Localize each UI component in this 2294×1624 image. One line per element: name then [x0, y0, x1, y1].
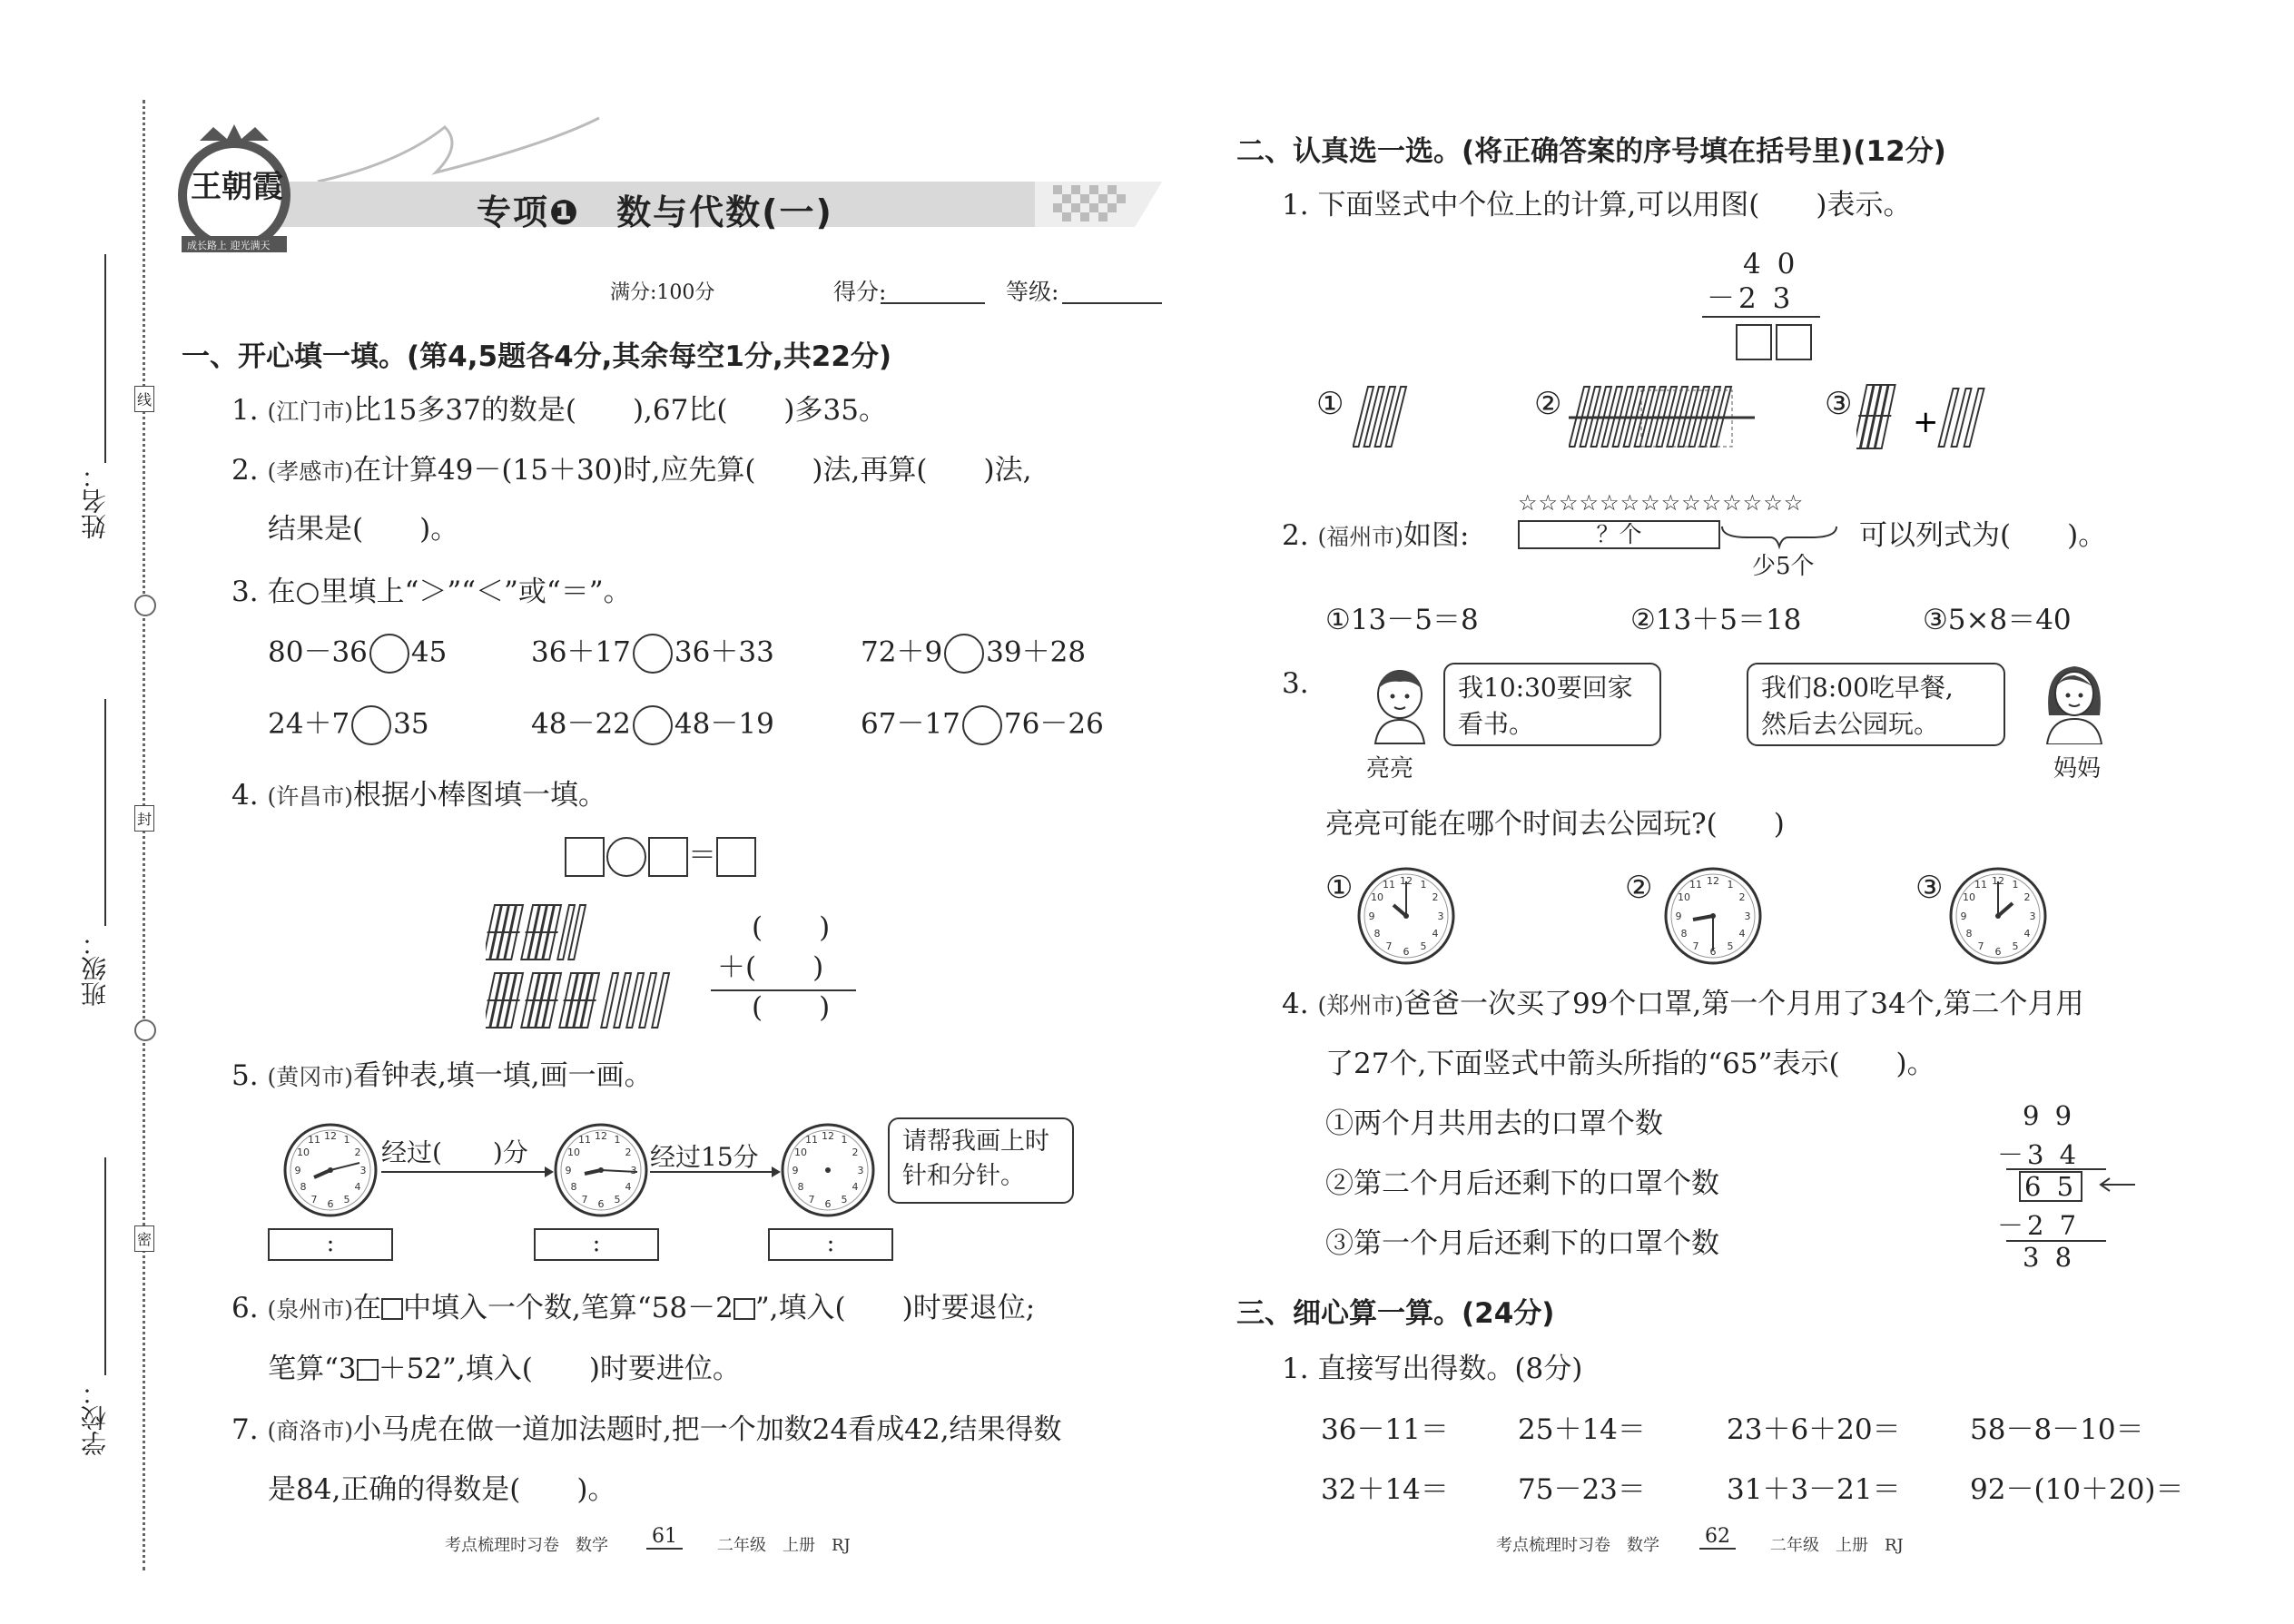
clock-option-2-icon — [1666, 869, 1760, 963]
clock-option-1-icon — [1359, 869, 1453, 963]
calc-rule-1 — [2006, 1168, 2106, 1170]
compare-item: 36＋17 36＋33 — [531, 634, 774, 674]
cut-line — [143, 100, 145, 1570]
full-score: 满分:100分 — [610, 281, 715, 304]
section-1-heading: 一、开心填一填。(第4,5题各4分,其余每空1分,共22分) — [182, 340, 892, 373]
boy-icon — [1366, 667, 1434, 744]
question-2-2: 2. (福州市)如图: — [1282, 519, 1470, 552]
section-3-heading: 三、细心算一算。(24分) — [1236, 1297, 1555, 1330]
vertical-addend-1[interactable]: ( ) — [752, 911, 831, 944]
calc-item[interactable]: 58－8－10＝ — [1970, 1413, 2144, 1446]
boy-name: 亮亮 — [1366, 755, 1414, 782]
calc-item[interactable]: 25＋14＝ — [1518, 1413, 1646, 1446]
cut-mark-xian: 线 — [134, 386, 154, 412]
loose-sticks-icon — [1353, 383, 1425, 456]
svg-text:+: + — [1913, 404, 1939, 440]
compare-item: 24＋7 35 — [268, 705, 429, 745]
score-label: 得分: — [833, 279, 887, 305]
question-2-4: 4. (郑州市)爸爸一次买了99个口罩,第一个月用了34个,第二个月用 — [1282, 988, 2084, 1020]
school-label: 学校： — [80, 1380, 110, 1456]
option-1[interactable]: ①两个月共用去的口罩个数 — [1325, 1107, 1663, 1140]
arrow-left-icon — [2097, 1176, 2137, 1194]
brace-icon — [1720, 523, 1838, 550]
digit-box[interactable] — [733, 1298, 755, 1320]
city-tag: (孝感市) — [267, 458, 353, 485]
star-row: ☆☆☆☆☆☆☆☆☆☆☆☆☆☆ — [1518, 490, 1805, 516]
vertical-line — [1702, 316, 1820, 318]
answer-box[interactable] — [565, 837, 605, 877]
question-1-7: 7. (商洛市)小马虎在做一道加法题时,把一个加数24看成42,结果得数 — [231, 1413, 1062, 1446]
clock-3-icon — [783, 1125, 873, 1216]
binding-hole — [134, 1019, 156, 1041]
class-label: 班级： — [80, 930, 110, 1007]
logo-motto: 成长路上 迎光满天 — [187, 240, 271, 251]
compare-circle[interactable] — [633, 634, 673, 674]
vertical-bottom: －2 3 — [1707, 282, 1795, 315]
question-1-5: 5. (黄冈市)看钟表,填一填,画一画。 — [231, 1059, 653, 1092]
option-3[interactable]: ③5×8＝40 — [1923, 604, 2072, 636]
calc-line-1: 9 9 — [2023, 1100, 2076, 1131]
time-box-3[interactable]: : — [768, 1228, 893, 1261]
question-2-3: 亮亮可能在哪个时间去公园玩?( ) — [1325, 808, 1785, 841]
question-1-6: 6. (泉州市)在 中填入一个数,笔算“58－2 ”,填入( )时要退位; — [231, 1292, 1036, 1324]
option-1-label[interactable]: ① — [1316, 386, 1344, 422]
mom-icon — [2038, 661, 2111, 744]
score-field[interactable] — [881, 302, 985, 304]
option-3-label[interactable]: ③ — [1915, 870, 1944, 906]
grade-label: 等级: — [1006, 279, 1059, 305]
answer-box[interactable] — [1776, 324, 1812, 360]
mom-speech-bubble: 我们8:00吃早餐, 然后去公园玩。 — [1747, 663, 2005, 746]
calc-line-4: －2 7 — [1997, 1210, 2081, 1241]
option-3[interactable]: ③第一个月后还剩下的口罩个数 — [1325, 1227, 1719, 1260]
page-number: 62 — [1699, 1525, 1736, 1550]
clock-option-3-icon — [1951, 869, 2045, 963]
calc-item[interactable]: 75－23＝ — [1518, 1473, 1646, 1506]
compare-item: 48－22 48－19 — [531, 705, 774, 745]
option-2-label[interactable]: ② — [1625, 870, 1653, 906]
answer-box[interactable] — [648, 837, 688, 877]
question-2-4-line2: 了27个,下面竖式中箭头所指的“65”表示( )。 — [1325, 1048, 1935, 1080]
question-1-2: 2. (孝感市)在计算49－(15＋30)时,应先算( )法,再算( )法, — [231, 454, 1032, 487]
answer-box[interactable] — [716, 837, 756, 877]
count-box: ？个 — [1518, 520, 1720, 549]
question-2-1: 1. 下面竖式中个位上的计算,可以用图( )表示。 — [1282, 189, 1912, 221]
school-underline — [104, 1157, 106, 1375]
answer-box[interactable] — [1736, 324, 1772, 360]
option-2[interactable]: ②第二个月后还剩下的口罩个数 — [1325, 1167, 1719, 1200]
city-tag: (泉州市) — [267, 1296, 353, 1323]
mom-name: 妈妈 — [2053, 755, 2102, 782]
option-2[interactable]: ②13＋5＝18 — [1630, 604, 1802, 636]
clock-2-icon — [556, 1125, 646, 1216]
answer-boxes — [1736, 324, 1812, 360]
calc-item[interactable]: 36－11＝ — [1321, 1413, 1449, 1446]
compare-circle[interactable] — [944, 634, 984, 674]
name-underline — [104, 254, 106, 463]
bundle-plus-sticks-icon — [1856, 383, 2011, 456]
vertical-sum[interactable]: ( ) — [752, 991, 831, 1024]
calc-item[interactable]: 92－(10＋20)＝ — [1970, 1473, 2184, 1506]
footer-grade: 二年级 上册 RJ — [1770, 1536, 1904, 1555]
question-1-7-line2: 是84,正确的得数是( )。 — [268, 1473, 616, 1506]
operator-circle[interactable] — [606, 837, 646, 877]
question-2-3-num: 3. — [1282, 667, 1309, 700]
question-1-4: 4. (许昌市)根据小棒图填一填。 — [231, 779, 606, 812]
question-2-2-tail: 可以列式为( )。 — [1859, 519, 2107, 552]
city-tag: (福州市) — [1317, 524, 1403, 550]
calc-line-5: 3 8 — [2023, 1242, 2076, 1273]
clock-options — [1357, 865, 2120, 967]
compare-item: 80－36 45 — [268, 634, 447, 674]
logo-text: 王朝霞 — [191, 169, 283, 205]
question-1-2-line2: 结果是( )。 — [268, 513, 459, 546]
option-3-label[interactable]: ③ — [1825, 386, 1853, 422]
compare-circle[interactable] — [962, 705, 1002, 745]
option-1-label[interactable]: ① — [1325, 870, 1354, 906]
question-3-1: 1. 直接写出得数。(8分) — [1282, 1353, 1583, 1385]
cut-mark-feng: 封 — [134, 805, 154, 832]
less-label: 少5个 — [1752, 553, 1815, 580]
city-tag: (商洛市) — [267, 1418, 353, 1444]
city-tag: (黄冈市) — [267, 1064, 353, 1090]
class-underline — [104, 699, 106, 926]
clock-1-icon — [285, 1125, 376, 1216]
digit-box — [381, 1298, 403, 1320]
page-number: 61 — [646, 1525, 683, 1550]
option-2-label[interactable]: ② — [1534, 386, 1562, 422]
calc-item[interactable]: 32＋14＝ — [1321, 1473, 1449, 1506]
calc-item[interactable]: 23＋6＋20＝ — [1727, 1413, 1901, 1446]
time-box-2[interactable]: : — [534, 1228, 659, 1261]
name-label: 姓名： — [80, 463, 110, 539]
crossed-sticks-icon — [1569, 383, 1759, 456]
option-1[interactable]: ①13－5＝8 — [1325, 604, 1479, 636]
boy-speech-bubble: 我10:30要回家 看书。 — [1443, 663, 1661, 746]
pass-label-1: 经过( )分 — [381, 1137, 528, 1167]
footer-grade: 二年级 上册 RJ — [717, 1536, 851, 1555]
digit-box[interactable] — [357, 1359, 379, 1381]
vertical-addend-2: ＋( ) — [717, 951, 824, 984]
question-1-1: 1. (江门市)比15多37的数是( ),67比( )多35。 — [231, 394, 887, 427]
equation-boxes: ＝ — [565, 837, 756, 877]
vertical-top: 4 0 — [1743, 248, 1799, 281]
compare-circle[interactable] — [369, 634, 409, 674]
calc-line-3: 6 5 — [2019, 1171, 2082, 1202]
cut-mark-mi: 密 — [134, 1225, 154, 1252]
grade-field[interactable] — [1062, 302, 1162, 304]
compare-circle[interactable] — [633, 705, 673, 745]
question-1-3: 3. 在○里填上“＞”“＜”或“＝”。 — [231, 576, 632, 608]
city-tag: (郑州市) — [1317, 992, 1403, 1019]
question-1-6-line2: 笔算“3 ＋52”,填入( )时要进位。 — [268, 1353, 741, 1385]
footer-series: 考点梳理时习卷 数学 — [1496, 1536, 1659, 1555]
compare-item: 67－17 76－26 — [861, 705, 1104, 745]
city-tag: (江门市) — [267, 399, 353, 425]
section-2-heading: 二、认真选一选。(将正确答案的序号填在括号里)(12分) — [1236, 135, 1946, 168]
pass-label-2: 经过15分 — [650, 1142, 759, 1172]
footer-series: 考点梳理时习卷 数学 — [445, 1536, 608, 1555]
stick-bundles-icon — [486, 901, 694, 1037]
compare-item: 72＋9 39＋28 — [861, 634, 1086, 674]
binding-hole — [134, 595, 156, 616]
time-box-1[interactable]: : — [268, 1228, 393, 1261]
calc-line-2: －3 4 — [1997, 1139, 2081, 1170]
page-title: 专项❶ 数与代数(一) — [477, 192, 833, 232]
calc-item[interactable]: 31＋3－21＝ — [1727, 1473, 1901, 1506]
city-tag: (许昌市) — [267, 783, 353, 810]
compare-circle[interactable] — [351, 705, 391, 745]
hint-bubble: 请帮我画上时 针和分针。 — [888, 1117, 1074, 1204]
